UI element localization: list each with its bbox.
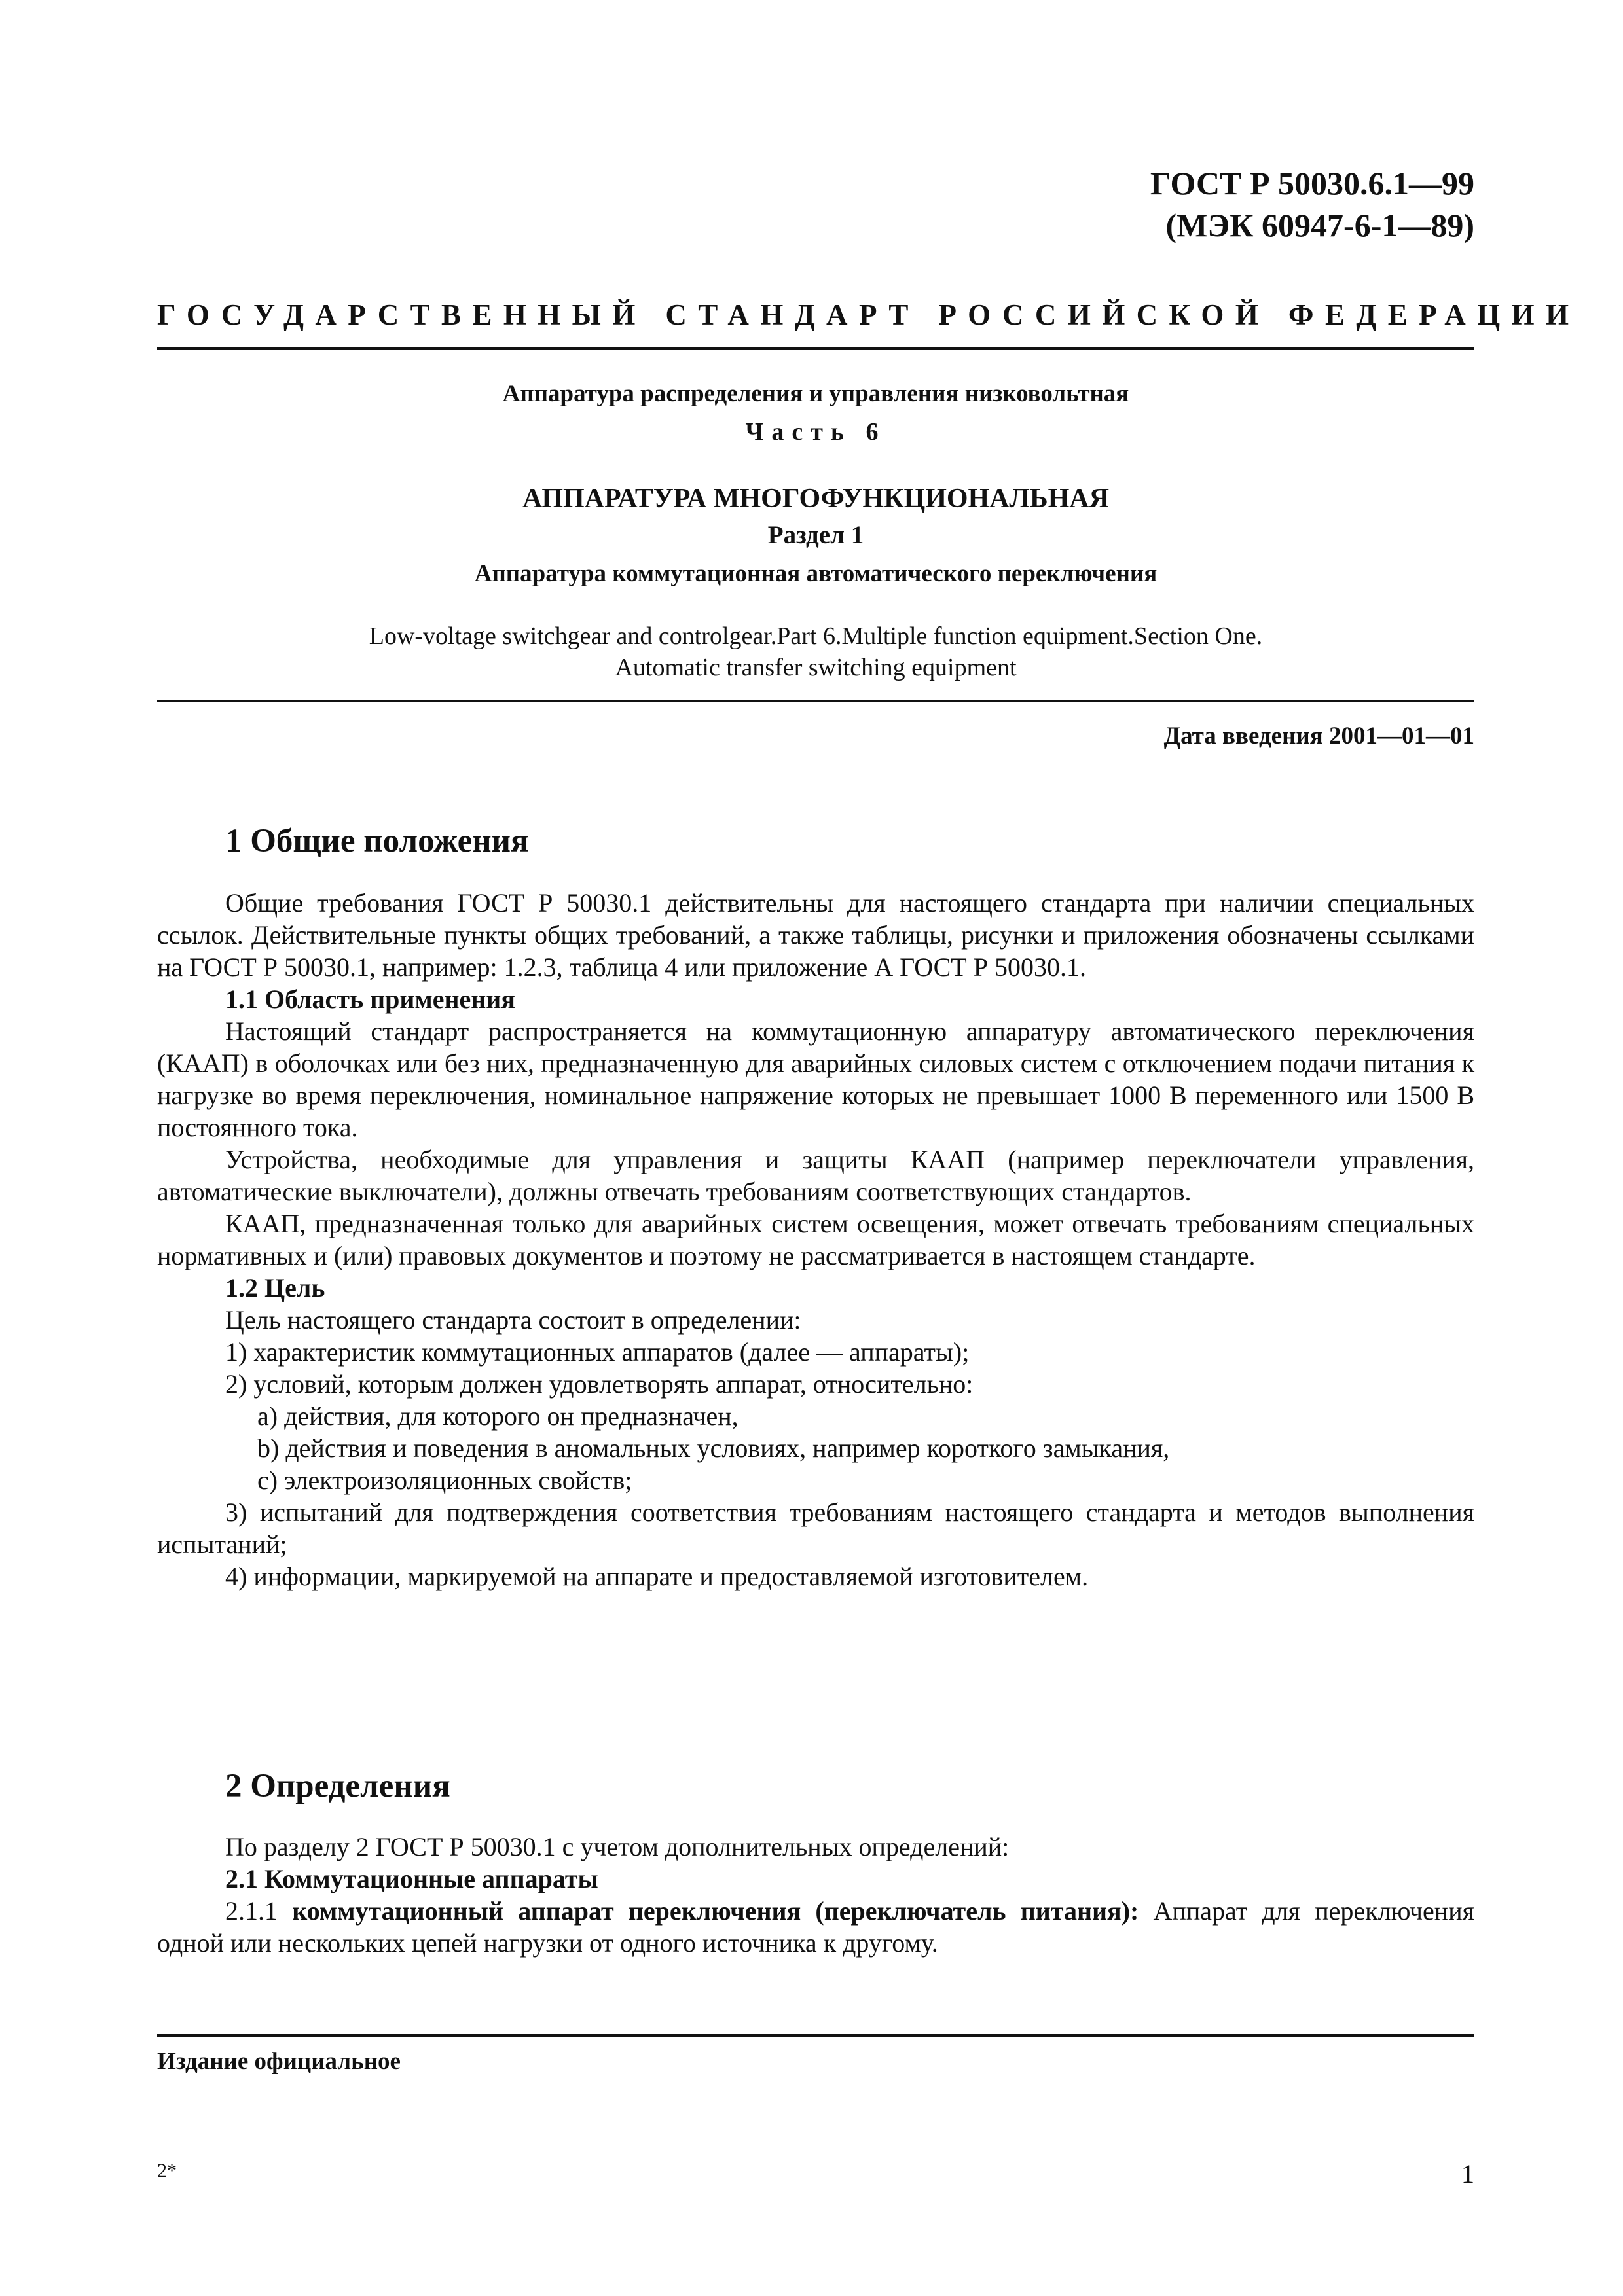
definition-term: коммутационный аппарат переключения (переключатель питания): (292, 1896, 1139, 1926)
section-2-body (157, 1831, 1474, 1959)
list-item: 1) характеристик коммутационных аппаратов (далее — аппараты); (225, 1337, 970, 1367)
title-main: АППАРАТУРА МНОГОФУНКЦИОНАЛЬНАЯ (522, 484, 1109, 514)
section-1-heading: 1 Общие положения (225, 823, 529, 859)
english-title-1: Low-voltage switchgear and controlgear.Part 6.Multiple function equipment.Section One. (369, 622, 1263, 650)
title-line-1: Аппаратура распределения и управления низковольтная (502, 380, 1129, 407)
paragraph: Цель настоящего стандарта состоит в определении: (225, 1305, 801, 1335)
subsection-heading: 1.1 Область применения (225, 984, 515, 1014)
title-part: Часть 6 (745, 418, 886, 446)
subsection-heading: 2.1 Коммутационные аппараты (225, 1864, 598, 1893)
paragraph: Общие требования ГОСТ Р 50030.1 действительны для настоящего стандарта при наличии специальных ссылок. Действительные пункты общих требований, а также таблицы, рисунки и приложения обозначены ссылками на ГОСТ Р 50030.1, например: 1.2.3, таблица 4 или приложение А ГОСТ Р 50030.1. (157, 888, 1474, 982)
section-1-body (157, 887, 1474, 1592)
top-divider (157, 347, 1474, 350)
section-2-heading: 2 Определения (225, 1768, 450, 1804)
list-item: 2) условий, которым должен удовлетворять аппарат, относительно: (225, 1369, 974, 1399)
list-subitem: c) электроизоляционных свойств; (257, 1465, 632, 1495)
standard-designation (1150, 162, 1474, 246)
list-item: 4) информации, маркируемой на аппарате и предоставляемой изготовителем. (225, 1562, 1089, 1591)
iec-number: (МЭК 60947-6-1—89) (1165, 207, 1474, 243)
paragraph: Устройства, необходимые для управления и защиты КААП (например переключатели управления, автоматические выключатели), должны отвечать требованиям соответствующих стандартов. (157, 1145, 1474, 1206)
title-divider (157, 700, 1474, 702)
list-subitem: b) действия и поведения в аномальных условиях, например короткого замыкания, (257, 1433, 1170, 1463)
title-subject: Аппаратура коммутационная автоматического переключения (474, 560, 1158, 587)
sheet-mark: 2* (157, 2160, 177, 2181)
subsection-heading: 1.2 Цель (225, 1273, 325, 1302)
paragraph: КААП, предназначенная только для аварийных систем освещения, может отвечать требованиям специальных нормативных и (или) правовых документов и поэтому не рассматривается в настоящем стандарте. (157, 1209, 1474, 1270)
english-title-2: Automatic transfer switching equipment (615, 654, 1017, 681)
gost-number: ГОСТ Р 50030.6.1—99 (1150, 165, 1474, 202)
title-section: Раздел 1 (767, 521, 864, 549)
list-item: 3) испытаний для подтверждения соответствия требованиям настоящего стандарта и методов выполнения испытаний; (157, 1498, 1474, 1559)
introduction-date: Дата введения 2001—01—01 (1163, 723, 1474, 749)
definition-paragraph (157, 1895, 1474, 1959)
footer-divider (157, 2034, 1474, 2037)
definition-number: 2.1.1 (225, 1896, 278, 1926)
definition-text: Аппарат для переключения одной или нескольких цепей нагрузки от одного источника к другому. (157, 1896, 1475, 1958)
paragraph: Настоящий стандарт распространяется на коммутационную аппаратуру автоматического переключения (КААП) в оболочках или без них, предназначенную для аварийных силовых систем с отключением подачи питания к нагрузке во время переключения, номинальное напряжение которых не превышает 1000 В переменного или 1500 В постоянного тока. (157, 1016, 1474, 1142)
paragraph: По разделу 2 ГОСТ Р 50030.1 с учетом дополнительных определений: (225, 1832, 1010, 1861)
list-subitem: a) действия, для которого он предназначен, (257, 1401, 739, 1431)
official-edition-label: Издание официальное (157, 2048, 401, 2075)
page-number: 1 (1461, 2159, 1474, 2189)
state-standard-banner: ГОСУДАРСТВЕННЫЙ СТАНДАРТ РОССИЙСКОЙ ФЕДЕРАЦИИ (157, 298, 1580, 331)
